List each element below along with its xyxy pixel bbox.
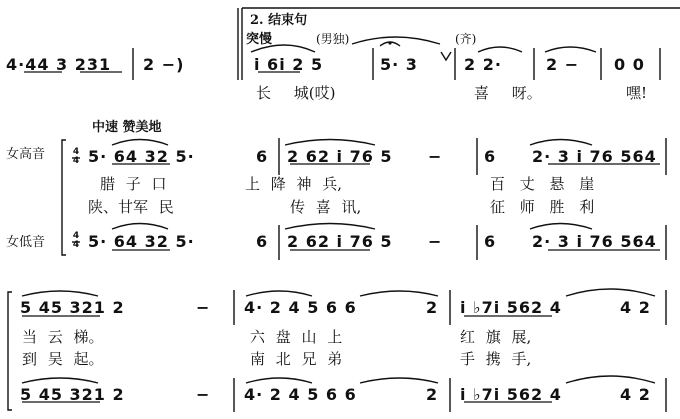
voice-label-alto: 女低音	[6, 235, 46, 250]
soprano-notes-e: 6	[484, 147, 497, 166]
soprano-notes-c: 2 62 i 76 5	[287, 147, 393, 166]
tutti-label: (齐)	[455, 32, 477, 46]
lyric2-part-a: 陕、甘军 民	[88, 198, 174, 216]
tempo-mark-slow: 突慢	[246, 32, 273, 47]
lyric1-part-d: 当 云 梯。	[22, 328, 104, 346]
alto-notes-a: 5· 64 32 5·	[88, 232, 195, 251]
alto-notes-b: 6	[256, 232, 269, 251]
soprano-notes-a: 5· 64 32 5·	[88, 147, 195, 166]
lyric2-part-d: 到 吴 起。	[22, 350, 104, 368]
time-signature-bottom	[72, 232, 80, 250]
soprano3-notes-c: 4· 2 4 5 6 6	[244, 298, 357, 317]
time-signature-top	[72, 148, 80, 166]
time-sig-numerator: 4	[72, 231, 80, 241]
tempo-mark-moderate: 中速 赞美地	[92, 120, 162, 135]
notes-rest: 0 0	[614, 55, 645, 74]
time-sig-denominator: 4	[72, 240, 80, 250]
solo-label: (男独)	[316, 32, 350, 46]
notes-xiya: 2 2·	[464, 55, 502, 74]
notes-intro: 4·44 3 231	[6, 55, 112, 74]
alto-notes-d: −	[428, 232, 443, 251]
lyric2-part-f: 手 携 手,	[460, 350, 532, 368]
alto3-notes-a: 5 45 321 2	[20, 385, 125, 404]
soprano-notes-b: 6	[256, 147, 269, 166]
lyric-changcheng: 长 城(哎)	[256, 84, 336, 102]
lyric-hei: 嘿!	[626, 84, 648, 102]
alto-notes-f: 2· 3 i 76 564	[532, 232, 657, 251]
soprano3-notes-d: 2	[426, 298, 439, 317]
time-sig-denominator: 4	[72, 156, 80, 166]
alto3-notes-b: −	[196, 385, 211, 404]
lyric2-part-b: 传 喜 讯,	[290, 198, 362, 216]
alto3-notes-d: 2	[426, 385, 439, 404]
alto3-notes-c: 4· 2 4 5 6 6	[244, 385, 357, 404]
alto3-notes-f: 4 2	[620, 385, 651, 404]
lyric2-part-e: 南 北 兄 弟	[250, 350, 343, 368]
notes-hold: 2 −	[546, 55, 580, 74]
alto-notes-e: 6	[484, 232, 497, 251]
soprano3-notes-b: −	[196, 298, 211, 317]
lyric1-part-c: 百 丈 悬 崖	[490, 175, 595, 193]
lyric1-part-f: 红 旗 展,	[460, 328, 532, 346]
soprano3-notes-f: 4 2	[620, 298, 651, 317]
soprano3-notes-a: 5 45 321 2	[20, 298, 125, 317]
ending-label: 2. 结束句	[250, 13, 308, 28]
alto3-notes-e: i ♭7i 562 4	[460, 385, 562, 404]
soprano3-notes-e: i ♭7i 562 4	[460, 298, 562, 317]
soprano-notes-d: −	[428, 147, 443, 166]
voice-label-soprano: 女高音	[6, 147, 46, 162]
notes-intro-end: 2 −)	[143, 55, 185, 74]
notes-ai: 5· 3	[380, 55, 418, 74]
lyric-xiya: 喜 呀。	[474, 84, 542, 102]
time-sig-numerator: 4	[72, 147, 80, 157]
alto-notes-c: 2 62 i 76 5	[287, 232, 393, 251]
lyric1-part-e: 六 盘 山 上	[250, 328, 343, 346]
soprano-notes-f: 2· 3 i 76 564	[532, 147, 657, 166]
lyric1-part-b: 上 降 神 兵,	[245, 175, 343, 193]
lyric1-part-a: 腊 子 口	[100, 175, 167, 193]
lyric2-part-c: 征 师 胜 利	[490, 198, 595, 216]
notes-changcheng: i 6i 2 5	[254, 55, 324, 74]
